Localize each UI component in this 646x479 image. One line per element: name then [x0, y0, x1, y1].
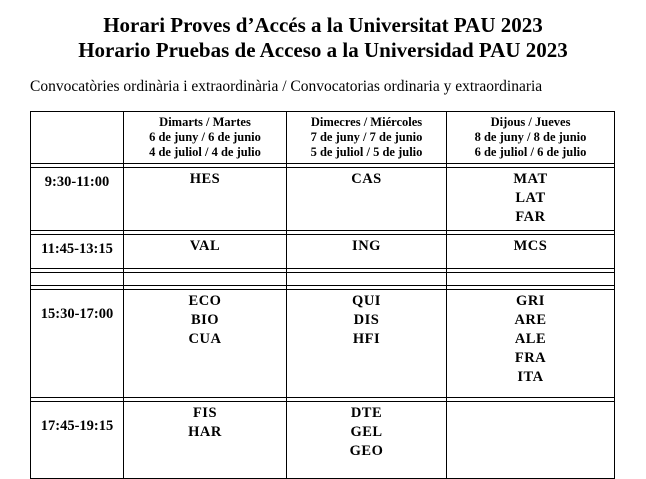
subject-code: GEL — [350, 424, 383, 440]
subject-code: FRA — [514, 350, 547, 366]
subject-code: BIO — [190, 312, 220, 328]
subject-code: DTE — [350, 405, 383, 421]
subject-code: ARE — [514, 312, 547, 328]
header-july-date: 4 de juliol / 4 de julio — [149, 145, 261, 159]
subject-code: FIS — [192, 405, 218, 421]
subject-code: MCS — [513, 238, 548, 254]
subject-cell — [124, 235, 287, 269]
subject-code: MAT — [513, 171, 548, 187]
subject-code: DIS — [353, 312, 380, 328]
subject-code: GEO — [349, 443, 384, 459]
header-cell-wednesday — [287, 112, 447, 164]
subject-code: HFI — [352, 331, 381, 347]
header-day: Dimarts / Martes — [159, 115, 251, 129]
subject-code: LAT — [515, 190, 546, 206]
subtitle: Convocatòries ordinària i extraordinària / Convocatorias ordinaria y extraordinaria — [30, 78, 543, 95]
subject-code: FAR — [515, 209, 546, 225]
subject-code: GRI — [516, 293, 545, 309]
subject-cell — [287, 402, 447, 479]
header-june-date: 8 de juny / 8 de junio — [474, 130, 587, 144]
subject-cell — [287, 168, 447, 231]
subject-code: HAR — [188, 424, 222, 440]
subject-code: CUA — [188, 331, 222, 347]
subject-cell — [124, 168, 287, 231]
subject-cell — [447, 168, 615, 231]
time-slot-row — [31, 168, 615, 231]
subject-code: ITA — [517, 369, 544, 385]
time-cell: 11:45-13:15 — [31, 235, 124, 269]
header-day: Dijous / Jueves — [490, 115, 571, 129]
subject-cell-empty — [447, 402, 615, 479]
header-row — [31, 112, 615, 164]
subject-code: QUI — [352, 293, 381, 309]
subject-code: ALE — [514, 331, 547, 347]
time-slot-row — [31, 235, 615, 269]
header-cell-thursday — [447, 112, 615, 164]
subject-cell — [287, 290, 447, 398]
time-slot-row — [31, 402, 615, 479]
subject-code: ING — [352, 238, 381, 254]
header-june-date: 7 de juny / 7 de junio — [310, 130, 423, 144]
subject-code: VAL — [189, 238, 221, 254]
subject-cell — [124, 290, 287, 398]
lunch-gap-row — [31, 273, 615, 286]
title-spanish: Horario Pruebas de Acceso a la Universidad PAU 2023 — [78, 38, 568, 62]
header-july-date: 5 de juliol / 5 de julio — [310, 145, 423, 159]
subject-cell — [287, 235, 447, 269]
subject-cell — [124, 402, 287, 479]
time-cell: 15:30-17:00 — [31, 290, 124, 398]
title-catalan: Horari Proves d’Accés a la Universitat PAU 2023 — [103, 13, 543, 37]
header-july-date: 6 de juliol / 6 de julio — [474, 145, 587, 159]
exam-schedule-table — [30, 111, 615, 479]
subject-code: CAS — [351, 171, 382, 187]
subject-cell — [447, 290, 615, 398]
time-cell: 9:30-11:00 — [31, 168, 124, 231]
header-june-date: 6 de juny / 6 de junio — [149, 130, 261, 144]
time-cell: 17:45-19:15 — [31, 402, 124, 479]
subject-code: ECO — [188, 293, 222, 309]
time-slot-row — [31, 290, 615, 398]
header-day: Dimecres / Miércoles — [310, 115, 423, 129]
header-empty-cell — [31, 112, 124, 164]
header-cell-tuesday — [124, 112, 287, 164]
subject-code: HES — [189, 171, 221, 187]
subject-cell — [447, 235, 615, 269]
